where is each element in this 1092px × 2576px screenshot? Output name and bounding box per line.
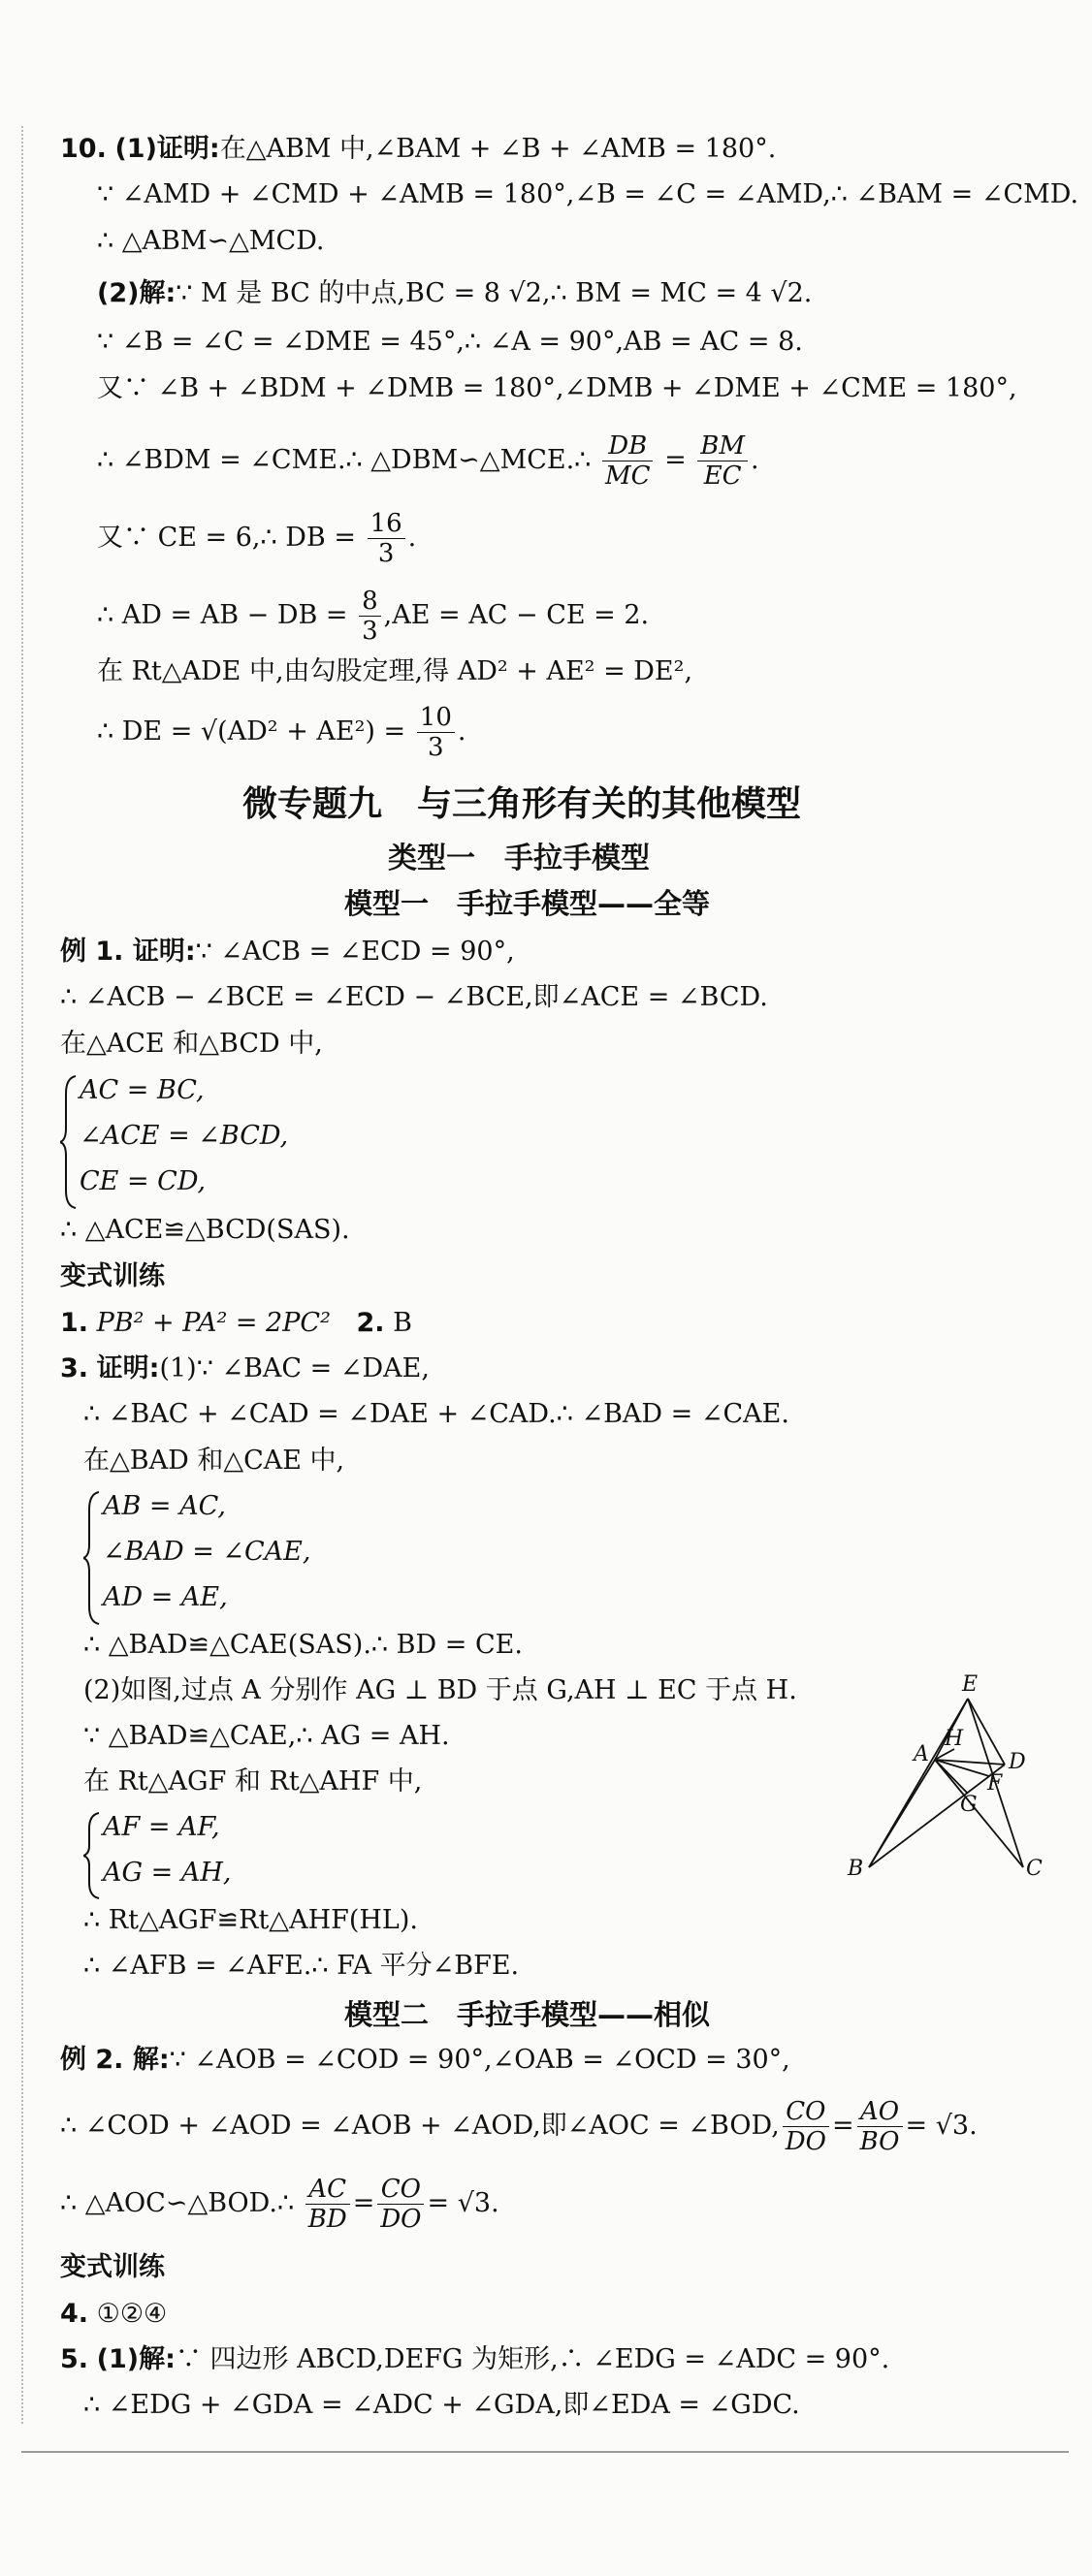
q3-line-1: [60, 1352, 430, 1385]
left-margin-dotted-line: [21, 126, 24, 2424]
equals-sign: =: [664, 445, 687, 475]
model1-title: 模型一 手拉手模型——全等: [344, 887, 711, 920]
label-c: C: [1026, 1857, 1043, 1881]
ex2-text-2: ∴ ∠COD + ∠AOD = ∠AOB + ∠AOD,即∠AOC = ∠BOD,: [60, 2111, 780, 2141]
fraction-8-3: $\frac{8}{3}$: [359, 587, 381, 646]
q10-number: 10.: [60, 134, 107, 164]
q10-line-9: [97, 582, 649, 650]
q3-line-6: ∵ △BAD≌△CAE,∴ AG = AH.: [83, 1721, 450, 1751]
q10-line-4: [97, 277, 812, 310]
q3-line-5: (2)如图,过点 A 分别作 AG ⊥ BD 于点 G,AH ⊥ EC 于点 H.: [83, 1675, 797, 1705]
equals-sign: =: [831, 2111, 854, 2141]
q3-number: 3.: [60, 1353, 89, 1383]
q10-text-8: 又∵ CE = 6,∴ DB =: [97, 523, 356, 553]
type-title: 类型一 手拉手模型: [388, 842, 650, 875]
q5-line-2: ∴ ∠EDG + ∠GDA = ∠ADC + ∠GDA,即∠EDA = ∠GDC.: [83, 2390, 800, 2420]
q5-tag: (1)解:: [96, 2344, 176, 2374]
q3-line-7: 在 Rt△AGF 和 Rt△AHF 中,: [83, 1766, 423, 1797]
q10-text-1: 在△ABM 中,∠BAM + ∠B + ∠AMB = 180°.: [219, 134, 777, 164]
q3-hl-row-2: AG = AH,: [103, 1858, 232, 1888]
q10-line-6: 又∵ ∠B + ∠BDM + ∠DMB = 180°,∠DMB + ∠DME + ∠CME = 180°,: [97, 373, 1017, 403]
segment-ac: [935, 1760, 1023, 1867]
fraction-10-3: $\frac{10}{3}$: [417, 703, 455, 762]
ex2-line-3: [60, 2170, 499, 2238]
ex2-text-1: ∵ ∠AOB = ∠COD = 90°,∠OAB = ∠OCD = 30°,: [169, 2045, 790, 2075]
label-a: A: [914, 1742, 929, 1766]
q10-text-7: ∴ ∠BDM = ∠CME.∴ △DBM∽△MCE.∴: [97, 445, 592, 475]
q3-line-2: ∴ ∠BAC + ∠CAD = ∠DAE + ∠CAD.∴ ∠BAD = ∠CAE.: [83, 1399, 789, 1429]
equals-sign: =: [352, 2188, 375, 2218]
period: .: [407, 523, 417, 553]
q10-line-3: ∴ △ABM∽△MCD.: [97, 226, 325, 256]
q10-line-7: [97, 427, 759, 494]
label-g: G: [960, 1793, 978, 1817]
ex1-system-row-2: ∠ACE = ∠BCD,: [80, 1121, 289, 1151]
q3-line-4: ∴ △BAD≌△CAE(SAS).∴ BD = CE.: [83, 1630, 523, 1660]
curly-brace-icon: [83, 1811, 103, 1900]
ex2-result-sqrt3-2: = √3.: [427, 2188, 499, 2218]
fraction-16-3: $\frac{16}{3}$: [368, 509, 405, 568]
curly-brace-icon: [83, 1490, 103, 1626]
ex2-line-1: [60, 2044, 790, 2077]
drill1-title: 变式训练: [60, 1261, 165, 1291]
drill2-answer-4: [60, 2298, 167, 2331]
ex2-tag: 例 2. 解:: [60, 2045, 170, 2075]
fraction-co-do-2: $\frac{CO}{DO}$: [377, 2175, 424, 2234]
ex1-system-row-1: AC = BC,: [80, 1075, 205, 1105]
answer-2-number: 2.: [356, 1308, 385, 1338]
q10-line-5: ∵ ∠B = ∠C = ∠DME = 45°,∴ ∠A = 90°,AB = AC = 8.: [97, 327, 803, 357]
ex1-text-1: ∵ ∠ACB = ∠ECD = 90°,: [195, 937, 515, 967]
curly-brace-icon: [60, 1074, 80, 1210]
q3-line-8: ∴ Rt△AGF≌Rt△AHF(HL).: [83, 1905, 418, 1935]
segment-ab: [869, 1760, 935, 1867]
q10-text-11: ∴ DE = √(AD² + AE²) =: [97, 716, 406, 747]
q10-text-9b: ,AE = AC − CE = 2.: [383, 600, 650, 630]
q5-text-1: ∵ 四边形 ABCD,DEFG 为矩形,∴ ∠EDG = ∠ADC = 90°.: [175, 2344, 890, 2374]
geometry-figure: [834, 1668, 1067, 1881]
answer-4: ①②④: [96, 2299, 168, 2329]
q3-tag: 证明:: [96, 1353, 160, 1383]
q10-line-2: ∵ ∠AMD + ∠CMD + ∠AMB = 180°,∠B = ∠C = ∠AMD,∴ ∠BAM = ∠CMD.: [97, 179, 1079, 209]
period: .: [751, 445, 759, 475]
answer-1: PB² + PA² = 2PC²: [96, 1308, 331, 1338]
q10-text-4: ∵ M 是 BC 的中点,BC = 8 √2,∴ BM = MC = 4 √2.: [176, 278, 813, 308]
ex1-line-3: 在△ACE 和△BCD 中,: [60, 1029, 323, 1059]
label-h: H: [945, 1727, 964, 1751]
fraction-co-do: $\frac{CO}{DO}$: [783, 2097, 829, 2156]
q3-hl-row-1: AF = AF,: [103, 1812, 220, 1842]
answer-2: B: [393, 1308, 412, 1338]
ex1-tag: 例 1. 证明:: [60, 937, 196, 967]
ex1-system-row-3: CE = CD,: [80, 1166, 207, 1196]
ex2-line-2: [60, 2092, 978, 2160]
q3-line-3: 在△BAD 和△CAE 中,: [83, 1446, 345, 1476]
q3-system-row-2: ∠BAD = ∠CAE,: [103, 1537, 311, 1567]
model2-title: 模型二 手拉手模型——相似: [344, 1998, 711, 2031]
q3-system-row-1: AB = AC,: [103, 1491, 226, 1521]
label-b: B: [848, 1857, 864, 1881]
q10-line-1: [60, 133, 776, 166]
q10-text-9a: ∴ AD = AB − DB =: [97, 600, 348, 630]
section-title: 微专题九 与三角形有关的其他模型: [242, 784, 802, 824]
fraction-db-mc: $\frac{DB}{MC}$: [602, 431, 654, 491]
q10-part1-tag: (1)证明:: [114, 134, 220, 164]
q10-line-10: 在 Rt△ADE 中,由勾股定理,得 AD² + AE² = DE²,: [97, 656, 693, 686]
q10-line-8: [97, 504, 416, 572]
ex2-text-3: ∴ △AOC∽△BOD.∴: [60, 2188, 295, 2218]
period: .: [457, 716, 466, 747]
answer-4-number: 4.: [60, 2299, 89, 2329]
ex1-line-2: ∴ ∠ACB − ∠BCE = ∠ECD − ∠BCE,即∠ACE = ∠BCD.: [60, 982, 768, 1012]
drill2-title: 变式训练: [60, 2252, 165, 2282]
q3-text-1: (1)∵ ∠BAC = ∠DAE,: [159, 1353, 430, 1383]
q3-system-row-3: AD = AE,: [103, 1582, 228, 1612]
q3-line-9: ∴ ∠AFB = ∠AFE.∴ FA 平分∠BFE.: [83, 1951, 520, 1981]
q10-line-11: [97, 698, 466, 766]
label-f: F: [987, 1771, 1003, 1796]
q5-line-1: [60, 2343, 889, 2376]
fraction-bm-ec: $\frac{BM}{EC}$: [697, 431, 748, 491]
answer-1-number: 1.: [60, 1308, 89, 1338]
label-d: D: [1009, 1750, 1026, 1774]
fraction-ac-bd: $\frac{AC}{BD}$: [305, 2175, 350, 2234]
ex1-line-4: ∴ △ACE≌△BCD(SAS).: [60, 1215, 350, 1245]
ex1-line-1: [60, 936, 515, 969]
fraction-ao-bo: $\frac{AO}{BO}$: [857, 2097, 903, 2156]
bottom-divider: [21, 2451, 1069, 2453]
q5-number: 5.: [60, 2344, 89, 2374]
segment-bd: [869, 1765, 1005, 1867]
drill1-answers: [60, 1307, 412, 1340]
label-e: E: [962, 1672, 979, 1697]
q10-part2-tag: (2)解:: [97, 278, 177, 308]
ex2-result-sqrt3: = √3.: [905, 2111, 978, 2141]
